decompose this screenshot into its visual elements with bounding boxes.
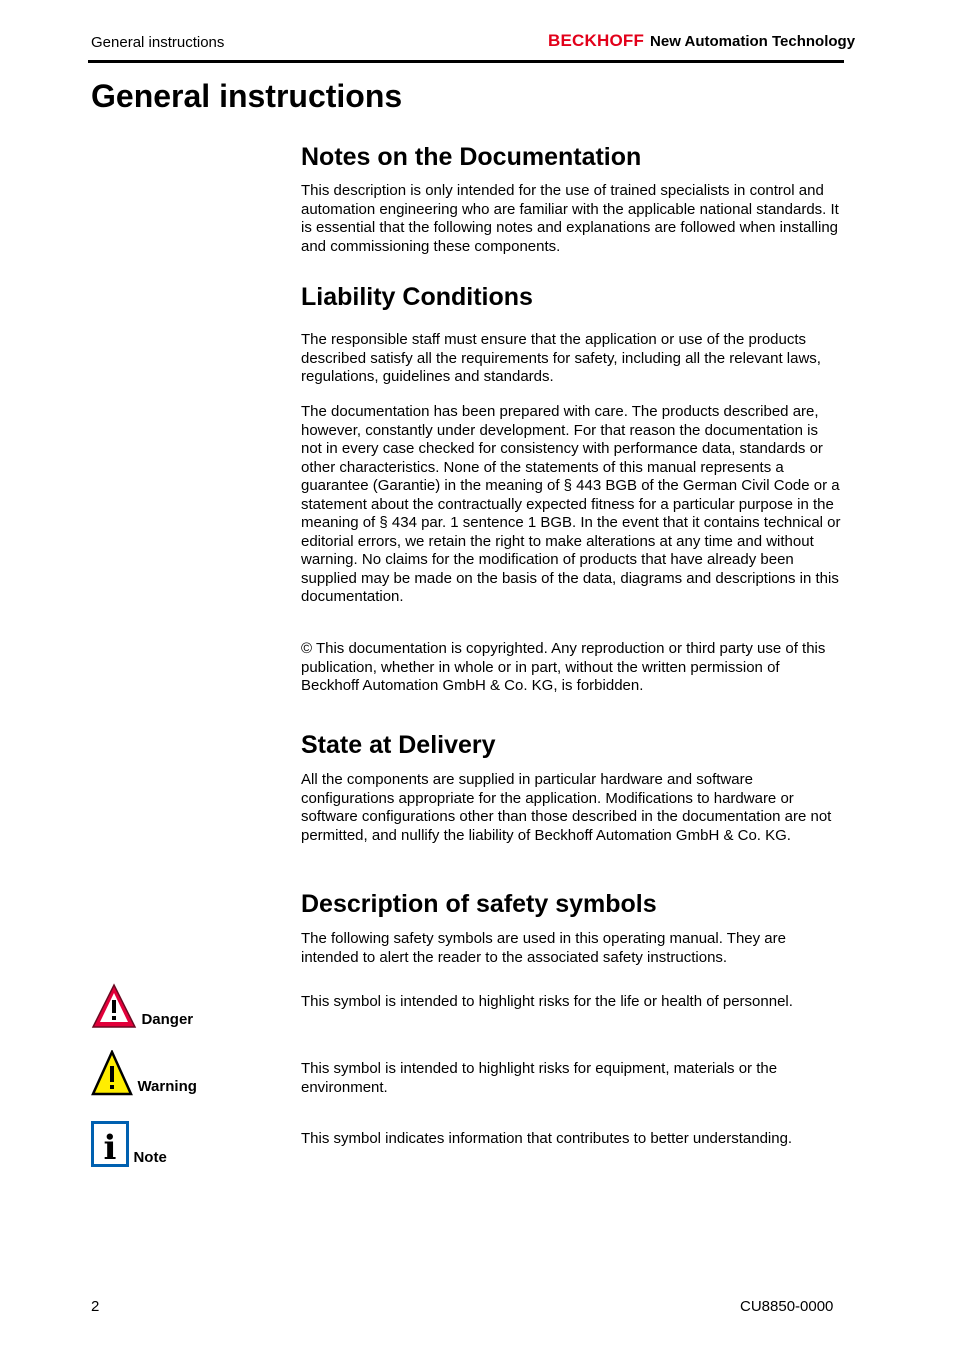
danger-triangle-icon: [91, 983, 137, 1029]
notes-paragraph: This description is only intended for the use of trained specialists in control and automation engineering who are familiar with the applicable national standards. It is essential that the following notes and explanations are followed when installing and commissioning these components.: [301, 182, 839, 255]
warning-text: This symbol is intended to highlight risks for equipment, materials or the environment.: [301, 1060, 778, 1096]
svg-text:i: i: [103, 1128, 117, 1167]
delivery-paragraph: All the components are supplied in particular hardware and software configurations appropriate for the application. Modifications to hardware or software configurations other than those described in the documentation are not permitted, and nullify the liability of Beckhoff Automation GmbH & Co. KG.: [301, 771, 832, 844]
danger-text: This symbol is intended to highlight risks for the life or health of personnel.: [301, 993, 793, 1010]
beckhoff-logo: [548, 31, 855, 51]
warning-label: Warning: [137, 1078, 197, 1095]
note-label: Note: [133, 1149, 167, 1166]
delivery-heading: State at Delivery: [301, 731, 496, 759]
running-header: General instructions: [91, 34, 225, 51]
liability-paragraph-1: The responsible staff must ensure that the application or use of the products described satisfy all the requirements for safety, including all the relevant laws, regulations, guidelines and standards.: [301, 331, 821, 385]
liability-heading: Liability Conditions: [301, 283, 533, 311]
page-title: General instructions: [91, 78, 403, 114]
logo-brand: BECKHOFF: [548, 31, 645, 50]
note-text: This symbol indicates information that contributes to better understanding.: [301, 1130, 793, 1147]
note-symbol: [91, 1121, 167, 1167]
page-number: 2: [91, 1298, 100, 1315]
warning-symbol: [91, 1050, 197, 1096]
liability-paragraph-2: The documentation has been prepared with care. The products described are, however, constantly under development. For that reason the documentation is not in every case checked for consistency with performance data, standards or other characteristics. None of the statements of this manual represents a guarantee (Garantie) in the meaning of § 443 BGB of the German Civil Code or a statement about the contractually expected fitness for a particular purpose in the meaning of § 434 par. 1 sentence 1 BGB. In the event that it contains technical or editorial errors, we retain the right to make alterations at any time and without warning. No claims for the modification of products that have already been supplied may be made on the basis of the data, diagrams and descriptions in this documentation.: [301, 403, 841, 605]
warning-triangle-icon: [91, 1050, 133, 1096]
safety-heading: Description of safety symbols: [301, 890, 657, 918]
danger-symbol: [91, 983, 193, 1029]
danger-label: Danger: [141, 1011, 194, 1028]
copyright-paragraph: © This documentation is copyrighted. Any reproduction or third party use of this publication, whether in whole or in part, without the written permission of Beckhoff Automation GmbH & Co. KG, is forbidden.: [301, 640, 826, 694]
document-id: CU8850-0000: [740, 1298, 834, 1315]
notes-heading: Notes on the Documentation: [301, 143, 642, 171]
safety-intro: The following safety symbols are used in this operating manual. They are intended to alert the reader to the associated safety instructions.: [301, 930, 786, 966]
header-rule: [88, 60, 844, 63]
logo-tagline: New Automation Technology: [650, 33, 856, 50]
info-icon: [91, 1121, 129, 1167]
